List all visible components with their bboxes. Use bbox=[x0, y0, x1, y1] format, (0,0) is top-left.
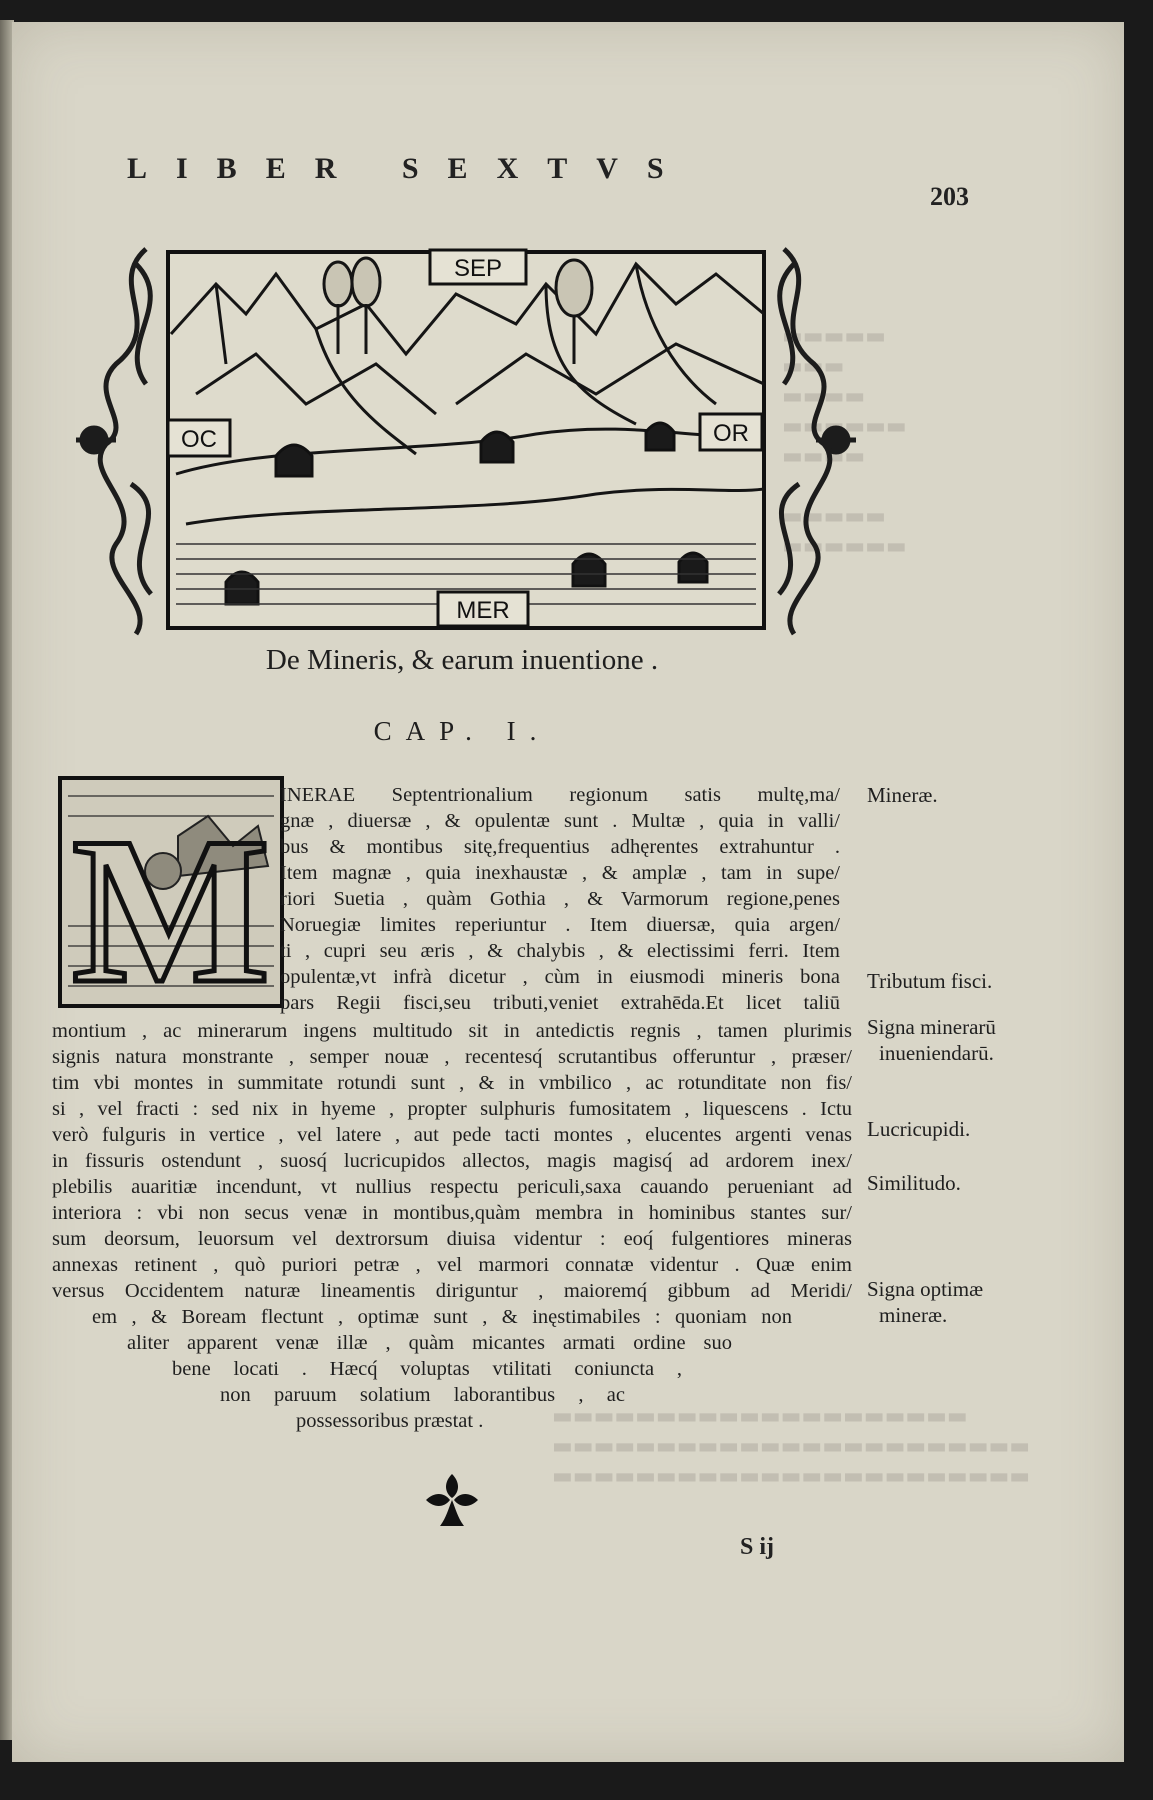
chapter-number: CAP. I. bbox=[373, 716, 551, 746]
bleed-through-texture-lower: ▬▬▬▬▬▬▬▬▬▬▬▬▬▬▬▬▬▬▬▬ ▬▬▬▬▬▬▬▬▬▬▬▬▬▬▬▬▬▬▬▬▬▬▬ ▬▬▬▬▬▬▬▬▬▬▬▬▬▬▬▬▬▬▬▬▬▬▬ bbox=[552, 1404, 1031, 1489]
chapter-title: De Mineris, & earum inuentione . bbox=[265, 644, 659, 676]
body-line: verò fulguris in vertice , vel latere , aut pede tacti montes , elucentes argenti venas bbox=[52, 1124, 852, 1146]
left-ornament bbox=[76, 249, 151, 634]
label-west bbox=[168, 420, 230, 456]
marginal-note: Signa optimæ bbox=[867, 1277, 984, 1301]
body-line: opulentæ,vt infrà dicetur , cùm in eiusmodi mineris bona bbox=[280, 966, 840, 988]
body-line: signis natura monstrante , semper nouæ , recentesq́ scrutantibus offeruntur , præser/ bbox=[52, 1046, 852, 1068]
signature-mark: S ij bbox=[740, 1534, 775, 1560]
initial-letter: M bbox=[71, 795, 271, 1008]
marginal-note: inueniendarū. bbox=[879, 1041, 994, 1065]
bleed-through-texture: ▬▬▬▬▬ ▬▬▬ ▬▬▬▬ ▬▬▬▬▬▬ ▬▬▬▬ ▬▬▬▬▬ ▬▬▬▬▬▬ bbox=[782, 324, 907, 559]
body-line: interiora : vbi non secus venæ in montibus,quàm membra in hominibus stantes sur/ bbox=[52, 1202, 852, 1224]
decorated-initial bbox=[58, 776, 284, 1008]
book-page bbox=[12, 22, 1124, 1762]
body-line: tim vbi montes in summitate rotundi sunt , & in vmbilico , ac rotunditate non fis/ bbox=[52, 1072, 852, 1094]
label-north bbox=[430, 250, 526, 284]
body-line: aliter apparent venæ illæ , quàm micantes armati ordine suo bbox=[127, 1332, 732, 1354]
body-line: Item magnæ , quia inexhaustæ , & amplæ , tam in supe/ bbox=[280, 862, 840, 884]
marginal-note: mineræ. bbox=[879, 1303, 948, 1327]
body-line: sum deorsum, leuorsum vel dextrorsum diuisa videntur : eoq́ fulgentiores mineras bbox=[52, 1228, 852, 1250]
woodcut-illustration bbox=[76, 244, 856, 636]
marginal-note: Similitudo. bbox=[867, 1171, 961, 1195]
body-line: montium , ac minerarum ingens multitudo sit in antedictis regnis , tamen plurimis bbox=[52, 1020, 852, 1042]
body-line: em , & Boream flectunt , optimæ sunt , & inęstimabiles : quoniam non bbox=[92, 1306, 792, 1328]
body-line: ti , cupri seu æris , & chalybis , & electissimi ferri. Item bbox=[280, 940, 840, 962]
fleuron-ornament bbox=[422, 1470, 482, 1530]
body-line: versus Occidentem naturæ lineamentis diriguntur , maioremq́ gibbum ad Meridi/ bbox=[52, 1280, 852, 1302]
body-line: pars Regii fisci,seu tributi,veniet extrahēda.Et licet taliū bbox=[280, 992, 840, 1014]
body-line: INERAE Septentrionalium regionum satis multę,ma/ bbox=[280, 784, 840, 806]
folio-number: 203 bbox=[930, 182, 969, 211]
marginal-note: Signa minerarū bbox=[867, 1015, 996, 1039]
body-line: bene locati . Hæcq́ voluptas vtilitati coniuncta , bbox=[172, 1358, 682, 1380]
label-west-text: OC bbox=[181, 426, 217, 453]
label-south bbox=[438, 592, 528, 626]
body-line: annexas retinent , quò puriori petræ , vel marmori connatæ videntur . Quæ enim bbox=[52, 1254, 852, 1276]
body-line: plebilis auaritiæ incendunt, vt nullius respectu periculi,saxa cauando perueniant ad bbox=[52, 1176, 852, 1198]
running-head: LIBER SEXTVS bbox=[127, 152, 693, 185]
body-line: in fissuris ostendunt , suosq́ lucricupidos allectos, magis magisq́ ad ardorem inex/ bbox=[52, 1150, 852, 1172]
body-line: bus & montibus sitę,frequentius adhęrentes extrahuntur . bbox=[280, 836, 840, 858]
marginal-note: Tributum fisci. bbox=[867, 969, 993, 993]
body-line: non paruum solatium laborantibus , ac bbox=[220, 1384, 625, 1406]
body-line: riori Suetia , quàm Gothia , & Varmorum regione,penes bbox=[280, 888, 840, 910]
label-south-text: MER bbox=[456, 597, 510, 624]
right-ornament bbox=[779, 249, 856, 634]
body-line: gnæ , diuersæ , & opulentæ sunt . Multæ , quia in valli/ bbox=[280, 810, 840, 832]
label-east-text: OR bbox=[713, 420, 749, 447]
marginal-note: Lucricupidi. bbox=[867, 1117, 971, 1141]
body-line: Noruegiæ limites reperiuntur . Item diuersæ, quia argen/ bbox=[280, 914, 840, 936]
body-line: si , vel fracti : sed nix in hyeme , propter sulphuris fumositatem , liquescens . Ictu bbox=[52, 1098, 852, 1120]
body-line: possessoribus præstat . bbox=[296, 1410, 484, 1432]
label-north-text: SEP bbox=[453, 255, 503, 282]
label-east bbox=[700, 414, 762, 450]
marginal-note: Mineræ. bbox=[867, 783, 938, 807]
